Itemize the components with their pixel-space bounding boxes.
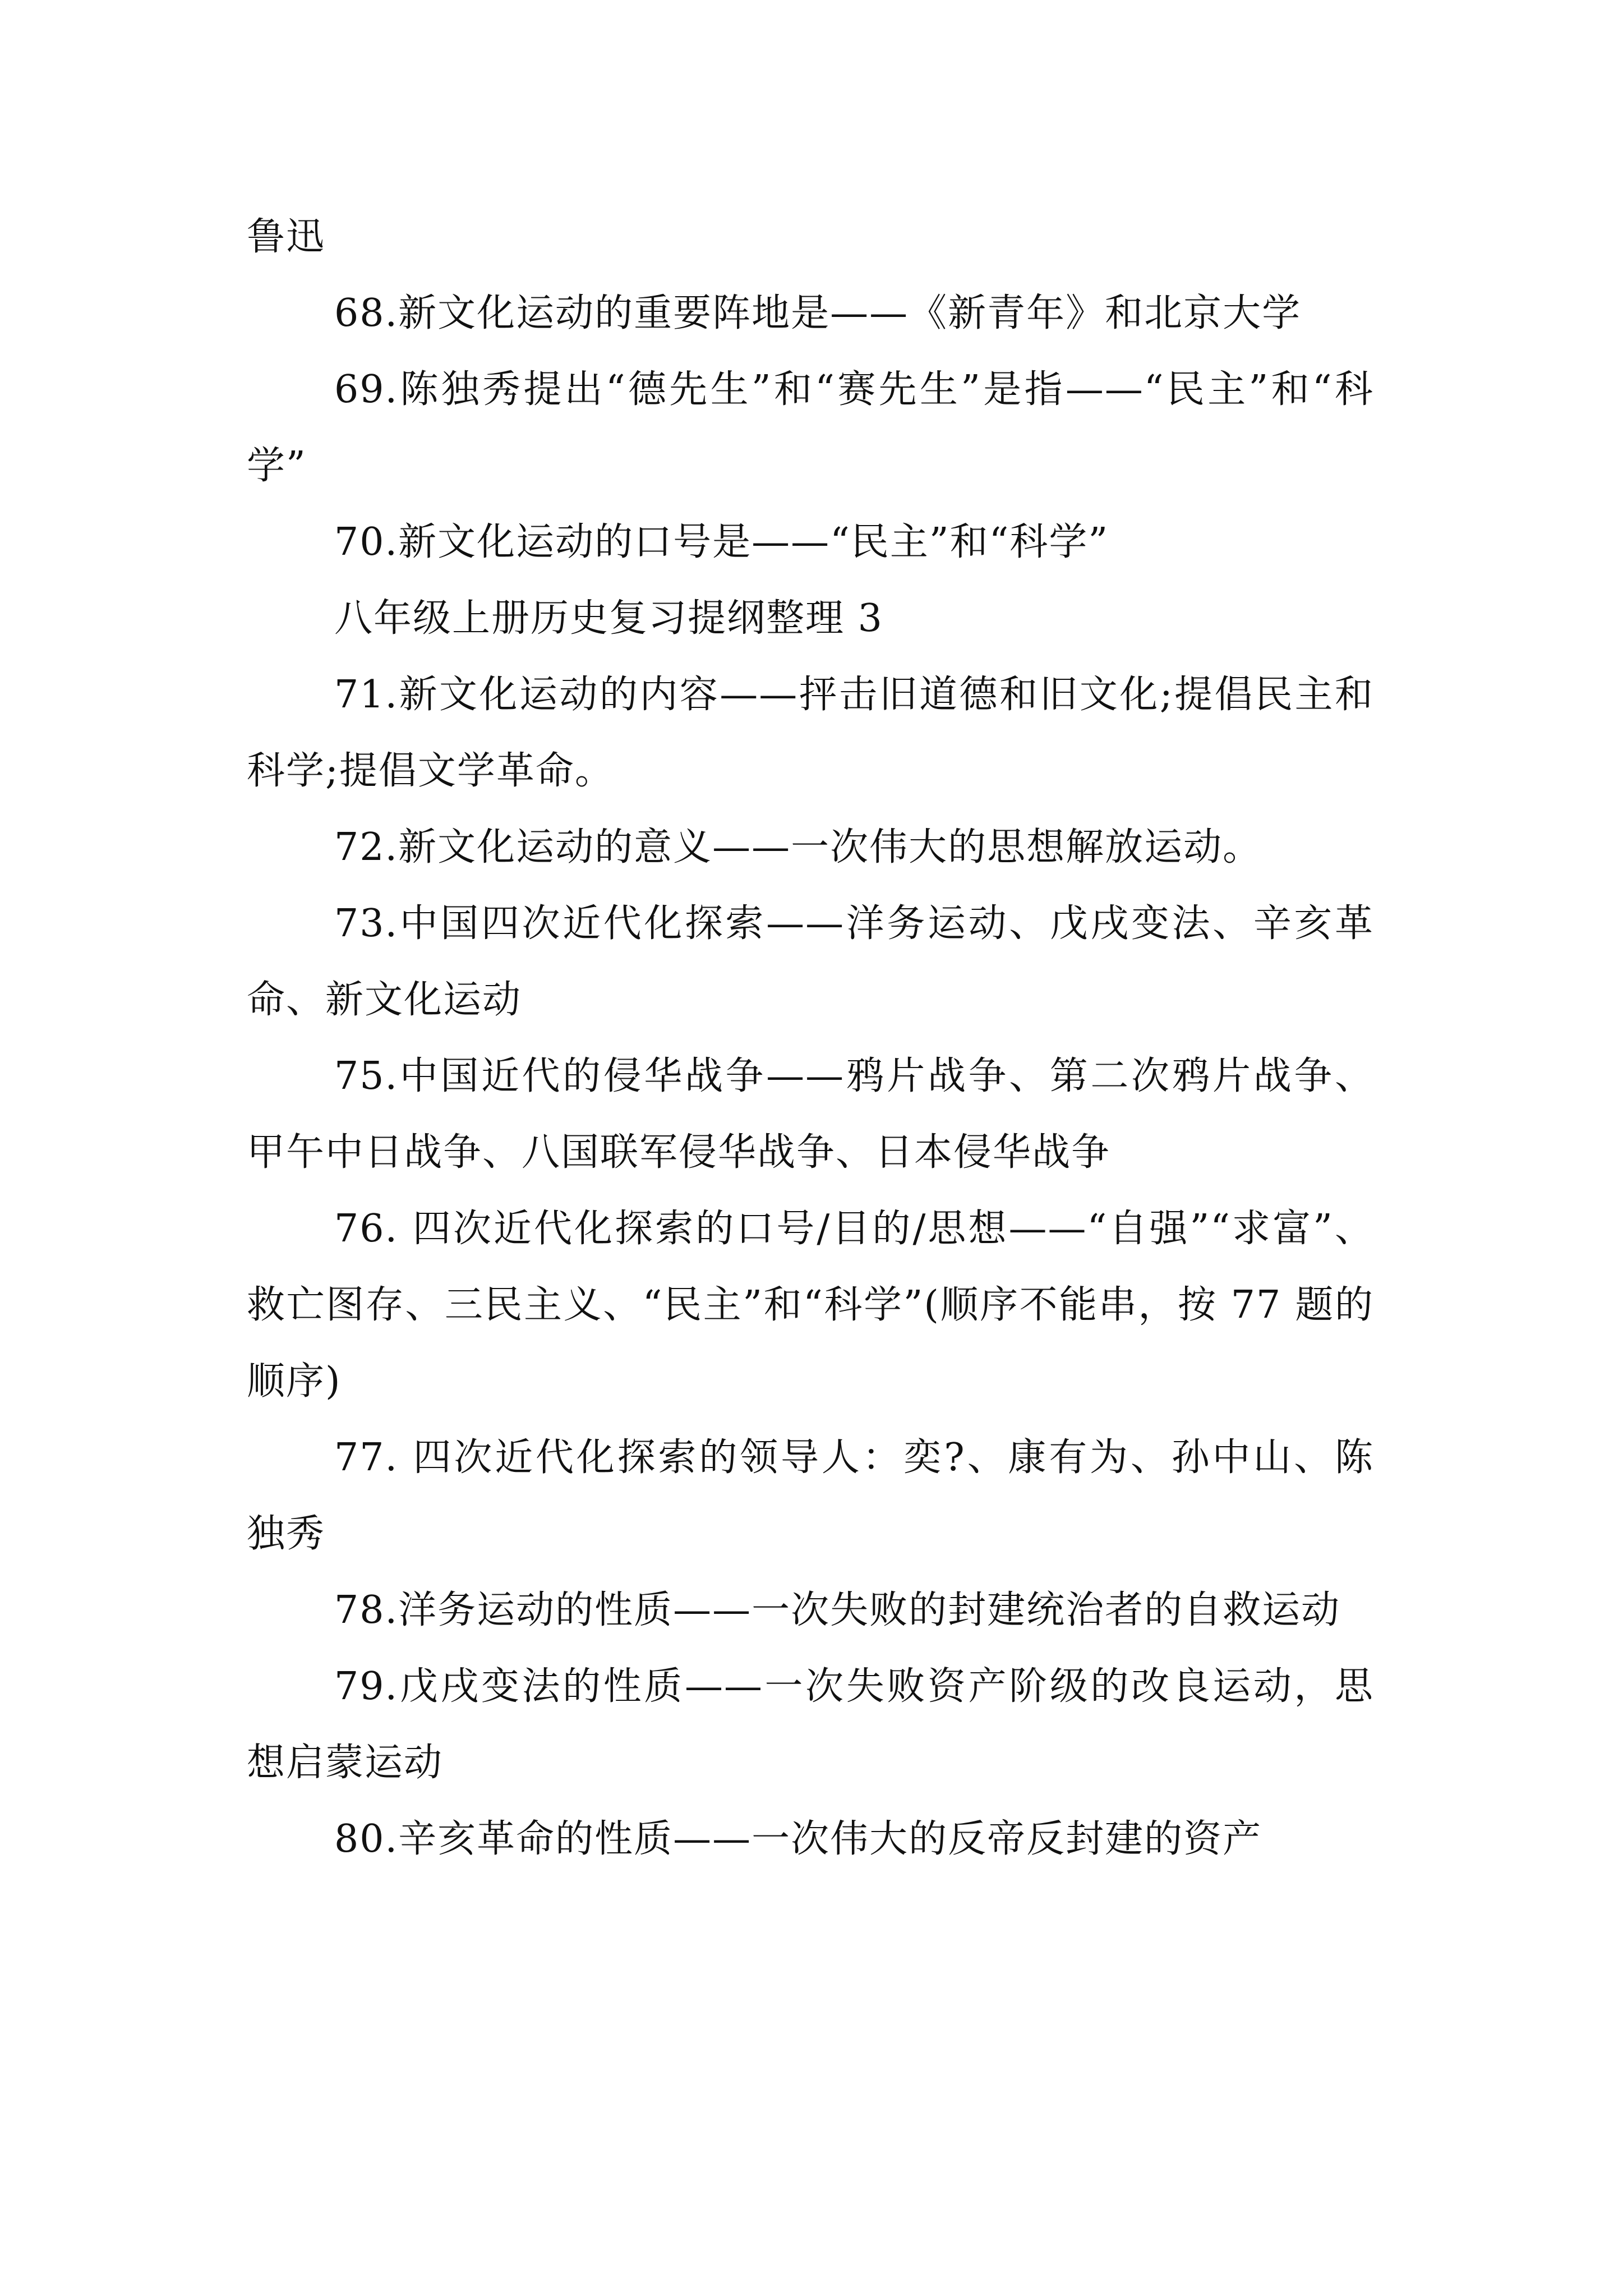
paragraph-item-69: 69.陈独秀提出“德先生”和“赛先生”是指——“民主”和“科学”: [247, 367, 1374, 488]
paragraph-item-72: 72.新文化运动的意义——一次伟大的思想解放运动。: [334, 825, 1262, 869]
document-body: [247, 199, 1374, 1878]
paragraph-item-77: 77. 四次近代化探索的领导人：奕?、康有为、孙中山、陈独秀: [247, 1435, 1374, 1556]
section-heading: 八年级上册历史复习提纲整理 3: [334, 596, 883, 641]
paragraph-item-80: 80.辛亥革命的性质——一次伟大的反帝反封建的资产: [334, 1817, 1262, 1861]
paragraph-item-78: 78.洋务运动的性质——一次失败的封建统治者的自救运动: [334, 1588, 1341, 1632]
paragraph-item-71: 71.新文化运动的内容——抨击旧道德和旧文化;提倡民主和科学;提倡文学革命。: [247, 673, 1374, 793]
paragraph-item-76: 76. 四次近代化探索的口号/目的/思想——“自强”“求富”、救亡图存、三民主义、“民主”和“科学”(顺序不能串，按 77 题的顺序): [247, 1207, 1374, 1404]
paragraph-item-75: 75.中国近代的侵华战争——鸦片战争、第二次鸦片战争、甲午中日战争、八国联军侵华战争、日本侵华战争: [247, 1054, 1374, 1175]
paragraph-item-73: 73.中国四次近代化探索——洋务运动、戊戌变法、辛亥革命、新文化运动: [247, 901, 1374, 1022]
paragraph-item-79: 79.戊戌变法的性质——一次失败资产阶级的改良运动，思想启蒙运动: [247, 1664, 1374, 1785]
paragraph-item-68: 68.新文化运动的重要阵地是——《新青年》和北京大学: [334, 291, 1302, 335]
paragraph-item-70: 70.新文化运动的口号是——“民主”和“科学”: [334, 520, 1109, 564]
paragraph-continuation: 鲁迅: [247, 215, 326, 259]
